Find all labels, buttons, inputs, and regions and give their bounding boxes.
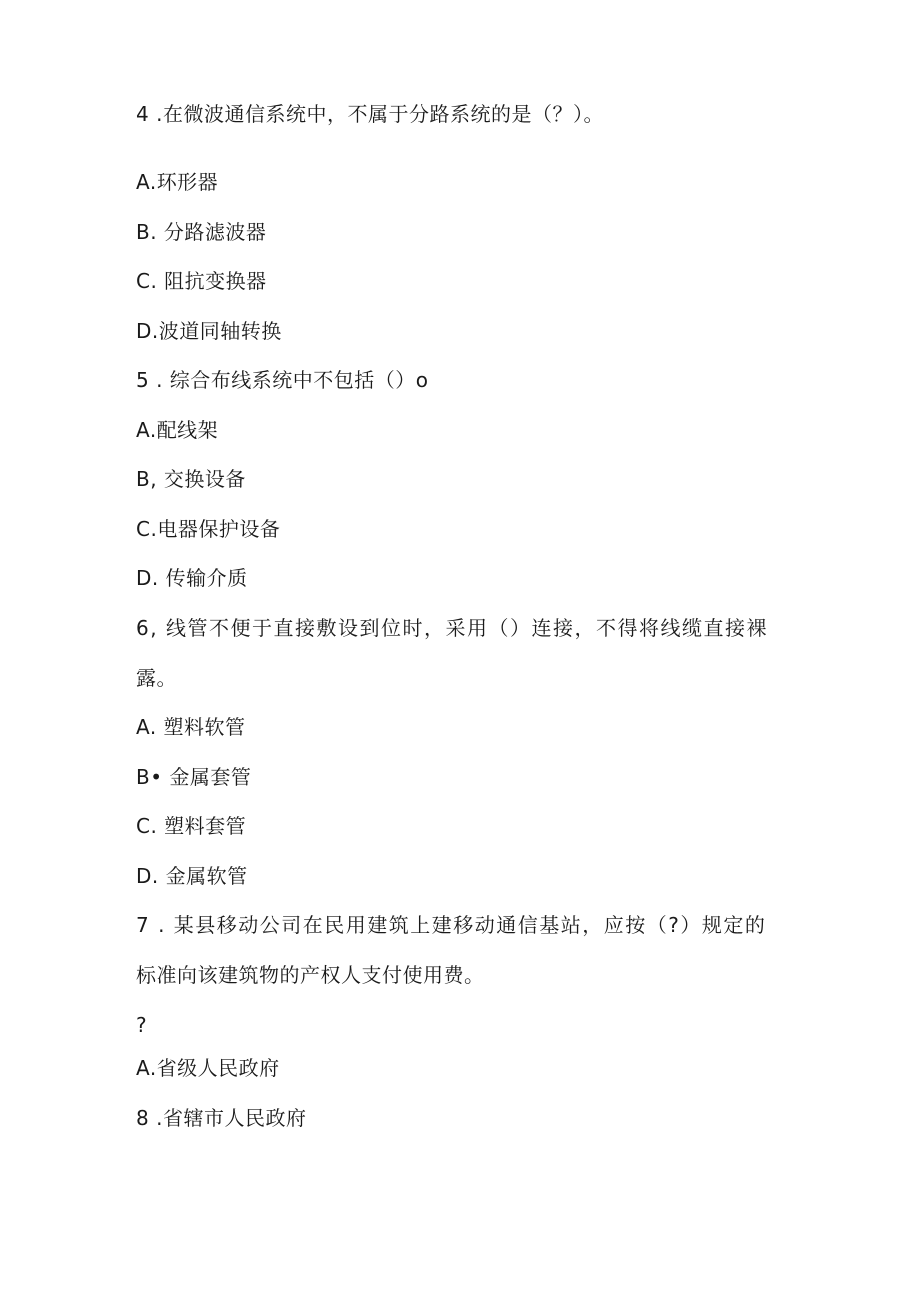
question-7-text: 7 . 某县移动公司在民用建筑上建移动通信基站，应按（?）规定的 <box>136 913 767 937</box>
question-4-option-c: C. 阻抗变换器 <box>136 269 267 293</box>
question-4-option-a: A.环形器 <box>136 170 219 194</box>
question-4-option-d: D.波道同轴转换 <box>136 319 282 343</box>
question-5-option-b: B, 交换设备 <box>136 467 246 491</box>
question-5-text: 5 . 综合布线系统中不包括（）o <box>136 368 429 392</box>
question-7-stray-mark: ? <box>136 1013 148 1037</box>
question-7-option-a: A.省级人民政府 <box>136 1056 280 1080</box>
question-6-text: 6, 线管不便于直接敷设到位时，采用（）连接，不得将线缆直接裸 <box>136 616 768 640</box>
question-5-option-a: A.配线架 <box>136 418 219 442</box>
question-4-option-b: B. 分路滤波器 <box>136 220 267 244</box>
question-5-option-d: D. 传输介质 <box>136 566 248 590</box>
question-4-text: 4 .在微波通信系统中，不属于分路系统的是（？）。 <box>136 102 604 126</box>
question-5-option-c: C.电器保护设备 <box>136 517 281 541</box>
question-6-text-continued: 露。 <box>136 666 177 690</box>
question-6-option-c: C. 塑料套管 <box>136 814 247 838</box>
question-6-option-d: D. 金属软管 <box>136 864 248 888</box>
question-8-text: 8 .省辖市人民政府 <box>136 1106 307 1130</box>
question-7-text-continued: 标准向该建筑物的产权人支付使用费。 <box>136 963 485 987</box>
question-6-option-b: B• 金属套管 <box>136 765 252 789</box>
question-6-option-a: A. 塑料软管 <box>136 715 246 739</box>
